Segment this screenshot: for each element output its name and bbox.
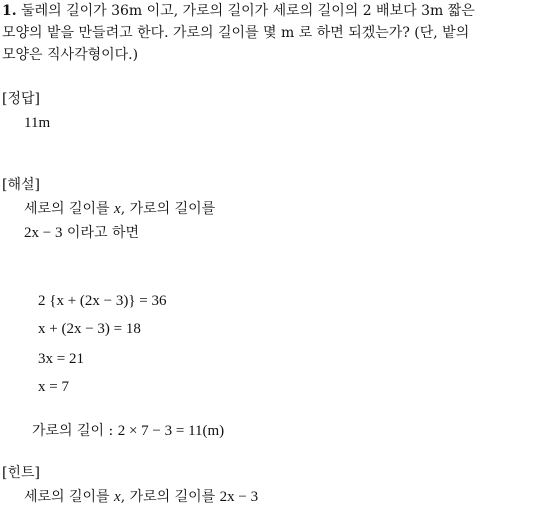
- problem-line-2: 모양의 밭을 만들려고 한다. 가로의 길이를 몇 m 로 하면 되겠는가? (단, 밭의: [2, 25, 470, 41]
- problem-line-1: [2, 2, 475, 20]
- expression-2x-minus-3: 2x − 3: [24, 225, 63, 241]
- hint-line: 세로의 길이를 x, 가로의 길이를 2x − 3: [24, 489, 259, 505]
- variable-x: x: [114, 201, 121, 217]
- explanation-line-2: 2x − 3 이라고 하면: [24, 225, 139, 241]
- explanation-line-1: 세로의 길이를 x, 가로의 길이를: [24, 201, 216, 217]
- problem-text-1: 둘레의 길이가 36m 이고, 가로의 길이가 세로의 길이의 2 배보다 3m 짧은: [21, 3, 475, 19]
- equation-4: x = 7: [38, 379, 69, 395]
- explanation-header: [해설]: [2, 177, 40, 193]
- answer-value: 11m: [24, 115, 51, 131]
- explanation-conclusion: 가로의 길이 : 2 × 7 − 3 = 11(m): [32, 423, 225, 439]
- hint-header: [힌트]: [2, 465, 40, 481]
- equation-1: 2 {x + (2x − 3)} = 36: [38, 293, 167, 309]
- problem-line-3: 모양은 직사각형이다.): [2, 47, 139, 63]
- equation-2: x + (2x − 3) = 18: [38, 321, 141, 337]
- problem-number: 1.: [2, 3, 17, 19]
- equation-3: 3x = 21: [38, 351, 84, 367]
- answer-header: [정답]: [2, 91, 40, 107]
